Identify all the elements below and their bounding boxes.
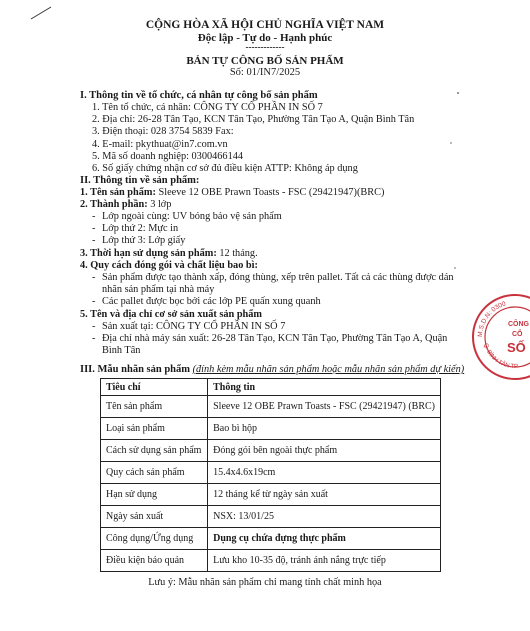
packaging-heading: 4. Quy cách đóng gói và chất liệu bao bì: [80, 260, 258, 271]
composition-value: 3 lớp [150, 199, 172, 210]
seal-line3: SỐ [507, 340, 526, 355]
section-3-heading-line [80, 364, 464, 376]
composition-label: 2. Thành phần: [80, 199, 148, 210]
section-1-heading: I. Thông tin về tổ chức, cá nhân tự công bố sản phẩm [80, 90, 318, 101]
table-row [101, 506, 441, 528]
svg-text:M.S.D.N: 0300 [477, 300, 507, 337]
table-cell-value: 15.4x4.6x19cm [208, 462, 441, 484]
product-name-line [80, 187, 384, 199]
seal-line1: CÔNG [508, 321, 529, 328]
document-title: BẢN TỰ CÔNG BỐ SẢN PHẨM [186, 55, 344, 67]
label-spec-table [100, 378, 441, 572]
section-3-heading: III. Mẫu nhãn sản phẩm [80, 364, 191, 375]
table-cell-value: NSX: 13/01/25 [208, 506, 441, 528]
seal-bottom-text: Q. BÌNH TÂN TP [482, 342, 519, 371]
composition-line [80, 199, 171, 211]
layer-item: - Lớp thứ 3: Lớp giấy [92, 235, 186, 246]
table-cell-value: 12 tháng kể từ ngày sản xuất [208, 484, 441, 506]
table-header-info: Thông tin [208, 379, 441, 396]
document-number: Số: 01/IN7/2025 [229, 67, 301, 78]
motto: Độc lập - Tự do - Hạnh phúc [197, 32, 333, 44]
layer-item: - Lớp thứ 2: Mực in [92, 223, 179, 234]
shelf-life-label: 3. Thời hạn sử dụng sản phẩm: [80, 248, 217, 259]
scan-speck [452, 265, 458, 271]
table-row [101, 484, 441, 506]
table-row [101, 418, 441, 440]
product-name-label: 1. Tên sản phẩm: [80, 187, 156, 198]
section-3-note: (đính kèm mẫu nhãn sản phẩm hoặc mẫu nhãn sản phẩm dự kiến) [192, 364, 465, 375]
table-cell-key: Quy cách sản phẩm [101, 462, 208, 484]
layer-item: - Lớp ngoài cùng: UV bóng bảo vệ sản phẩm [92, 211, 282, 222]
footer-note: Lưu ý: Mẫu nhãn sản phẩm chỉ mang tính chất minh họa [148, 577, 382, 588]
table-row [101, 462, 441, 484]
company-seal-stamp [470, 292, 530, 382]
shelf-life-value: 12 tháng. [219, 248, 258, 259]
section-2-heading: II. Thông tin về sản phẩm: [80, 175, 200, 186]
seal-top-text: M.S.D.N: 0300 [476, 300, 507, 338]
org-name: 1. Tên tổ chức, cá nhân: CÔNG TY CỔ PHẦN IN SỐ 7 [92, 102, 323, 113]
header-rule: ------------- [245, 42, 285, 52]
table-cell-value: Dụng cụ chứa đựng thực phẩm [208, 528, 441, 550]
table-cell-value: Bao bì hộp [208, 418, 441, 440]
manufacturer-heading: 5. Tên và địa chỉ cơ sở sản xuất sản phẩm [80, 309, 263, 320]
manufacturer-address-cont: Bình Tân [102, 345, 141, 356]
seal-line2: CỔ [512, 331, 523, 338]
table-cell-key: Cách sử dụng sản phẩm [101, 440, 208, 462]
org-address: 2. Địa chỉ: 26-28 Tân Tạo, KCN Tân Tạo, Phường Tân Tạo A, Quận Bình Tân [92, 114, 415, 125]
table-header-row [101, 379, 441, 396]
table-cell-value: Lưu kho 10-35 độ, tránh ánh nắng trực tiếp [208, 550, 441, 572]
table-row [101, 396, 441, 418]
shelf-life-line [80, 248, 258, 260]
packaging-item: - Các pallet được bọc bởi các lớp PE quấn xung quanh [92, 296, 321, 307]
org-certificate: 6. Số giấy chứng nhận cơ sở đủ điều kiện ATTP: Không áp dụng [92, 163, 358, 174]
scan-speck [448, 140, 454, 146]
manufacturer-address: - Địa chỉ nhà máy sản xuất: 26-28 Tân Tạo, KCN Tân Tạo, Phường Tân Tạo A, Quận [92, 333, 448, 344]
packaging-item: - Sản phẩm được tạo thành xấp, đóng thùng, xếp trên pallet. Tất cả các thùng được dán [92, 272, 454, 283]
table-row [101, 440, 441, 462]
table-cell-value: Sleeve 12 OBE Prawn Toasts - FSC (29421947) (BRC) [208, 396, 441, 418]
table-cell-value: Đóng gói bên ngoài thực phẩm [208, 440, 441, 462]
table-cell-key: Loại sản phẩm [101, 418, 208, 440]
org-tax-code: 5. Mã số doanh nghiệp: 0300466144 [92, 151, 244, 162]
table-row [101, 550, 441, 572]
table-cell-key: Ngày sản xuất [101, 506, 208, 528]
manufacturer-item: - Sản xuất tại: CÔNG TY CỔ PHẦN IN SỐ 7 [92, 321, 286, 332]
table-header-criteria: Tiêu chí [101, 379, 208, 396]
table-row [101, 528, 441, 550]
product-name-value: Sleeve 12 OBE Prawn Toasts - FSC (29421947)(BRC) [158, 187, 385, 198]
table-cell-key: Tên sản phẩm [101, 396, 208, 418]
scan-speck [455, 90, 461, 96]
table-cell-key: Điều kiện bảo quản [101, 550, 208, 572]
packaging-item-cont: nhãn sản phẩm tại nhà máy [102, 284, 215, 295]
table-cell-key: Hạn sử dụng [101, 484, 208, 506]
table-cell-key: Công dụng/Ứng dụng [101, 528, 208, 550]
pen-stroke-mark [30, 6, 52, 20]
org-phone: 3. Điện thoại: 028 3754 5839 Fax: [92, 126, 234, 137]
country-heading: CỘNG HÒA XÃ HỘI CHỦ NGHĨA VIỆT NAM [145, 19, 385, 31]
org-email: 4. E-mail: pkythuat@in7.com.vn [92, 139, 228, 150]
